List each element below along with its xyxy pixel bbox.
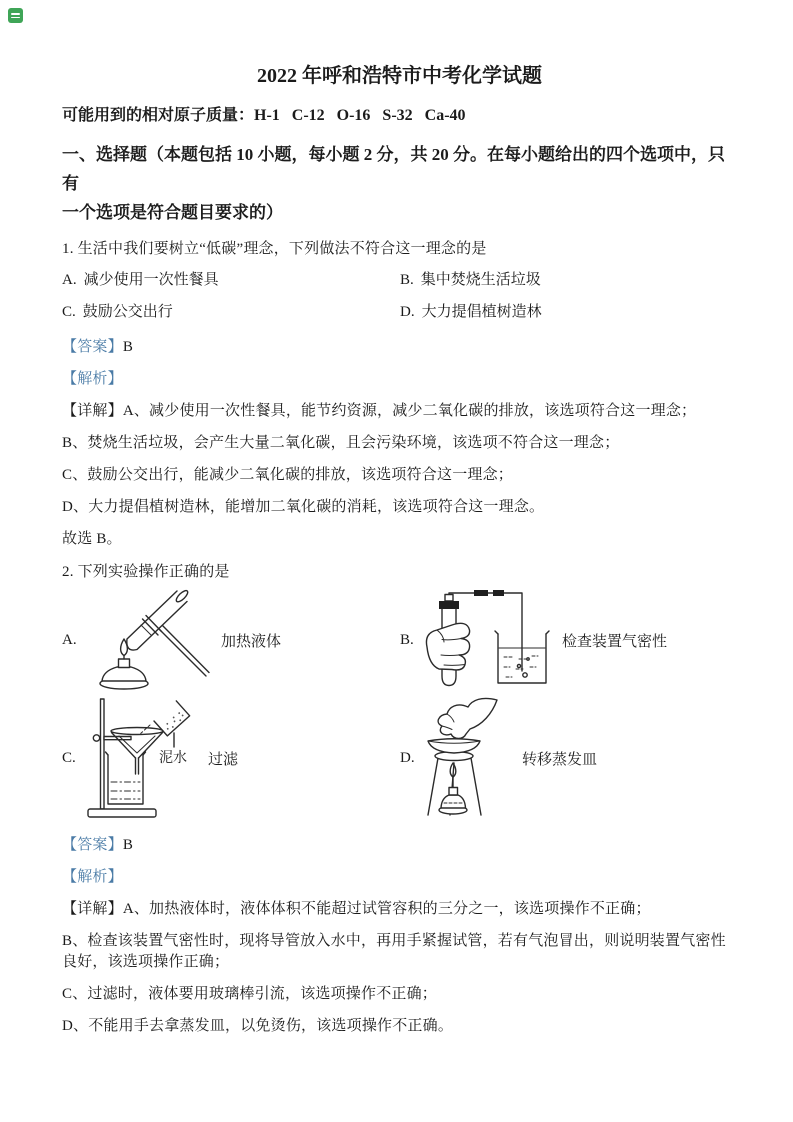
q2-answer-line	[62, 835, 737, 856]
q1-option-b	[400, 270, 737, 291]
q2-option-a-cell	[62, 588, 400, 692]
option-text: 集中焚烧生活垃圾	[420, 272, 541, 288]
q2-detail-line: D、不能用手去拿蒸发皿，以免烫伤，该选项操作不正确。	[62, 1018, 454, 1034]
q1-detail-line: D、大力提倡植树造林，能增加二氧化碳的消耗，该选项符合这一理念。	[62, 499, 545, 515]
green-doc-icon	[8, 8, 23, 23]
option-key: D.	[400, 304, 415, 320]
option-key: C.	[62, 304, 76, 320]
detail-text: A、加热液体时，液体体积不能超过试管容积的三分之一，该选项操作不正确；	[122, 901, 651, 917]
evaporating-dish-diagram	[424, 697, 512, 819]
answer-label: 【答案】	[62, 339, 123, 355]
diagram-caption-d: 转移蒸发皿	[522, 751, 598, 768]
diagram-letter-d: D.	[400, 749, 415, 766]
q1-option-c	[62, 302, 400, 323]
diagram-caption-a: 加热液体	[221, 633, 282, 650]
section-heading-line1: 一、选择题（本题包括 10 小题，每小题 2 分，共 20 分。在每小题给出的四个选项中，只有	[62, 145, 725, 193]
q2-answer-value: B	[122, 837, 134, 853]
option-text: 减少使用一次性餐具	[83, 272, 219, 288]
q2-detail-line: B、检查该装置气密性时，现将导管放入水中，再用手紧握试管，若有气泡冒出，则说明装置气密性良好，该选项操作正确；	[62, 933, 726, 970]
q1-option-d	[400, 302, 737, 323]
filtration-diagram	[86, 695, 198, 821]
answer-label: 【答案】	[62, 837, 123, 853]
q1-options	[62, 270, 737, 323]
diagram-caption-b: 检查装置气密性	[562, 633, 668, 650]
section-heading-line2: 一个选项是符合题目要求的）	[62, 203, 283, 222]
detail-text: A、减少使用一次性餐具，能节约资源，减少二氧化碳的排放，该选项符合这一理念；	[122, 403, 697, 419]
q2-detail-line: C、过滤时，液体要用玻璃棒引流，该选项操作不正确；	[62, 986, 438, 1002]
q1-answer-value: B	[122, 339, 134, 355]
option-text: 鼓励公交出行	[82, 304, 173, 320]
q2-option-d-cell	[400, 697, 597, 819]
q1-answer-line	[62, 337, 737, 358]
q1-detail-line: C、鼓励公交出行，能减少二氧化碳的排放，该选项符合这一理念；	[62, 467, 514, 483]
detail-label: 【详解】	[62, 901, 123, 917]
analysis-label: 【解析】	[62, 869, 123, 885]
option-text: 大力提倡植树造林	[421, 304, 542, 320]
q2-option-c-cell	[62, 695, 400, 821]
heating-liquid-diagram	[86, 588, 211, 692]
pour-beaker-label: 泥水	[159, 751, 187, 766]
q2-analysis-line	[62, 867, 737, 888]
q1-detail-line: B、焚烧生活垃圾，会产生大量二氧化碳，且会污染环境，该选项不符合这一理念；	[62, 435, 620, 451]
atomic-mass-line: 可能用到的相对原子质量：H-1 C-12 O-16 S-32 Ca-40	[62, 107, 466, 124]
q2-option-b-cell	[400, 589, 667, 691]
q2-diagram-row-2	[62, 695, 737, 821]
analysis-label: 【解析】	[62, 371, 123, 387]
q1-conclusion: 故选 B。	[62, 531, 122, 547]
page-title: 2022 年呼和浩特市中考化学试题	[257, 65, 542, 87]
q1-analysis-line	[62, 369, 737, 390]
q1-stem: 1. 生活中我们要树立“低碳”理念，下列做法不符合这一理念的是	[62, 241, 487, 257]
diagram-letter-c: C.	[62, 749, 76, 766]
detail-label: 【详解】	[62, 403, 123, 419]
option-key: B.	[400, 272, 414, 288]
q1-detail-line	[62, 401, 737, 422]
q2-detail-line	[62, 899, 737, 920]
q2-diagram-row-1	[62, 588, 737, 692]
diagram-letter-a: A.	[62, 631, 77, 648]
q2-stem: 2. 下列实验操作正确的是	[62, 564, 230, 580]
diagram-letter-b: B.	[400, 631, 414, 648]
diagram-caption-c: 过滤	[208, 751, 239, 768]
option-key: A.	[62, 272, 77, 288]
airtightness-check-diagram	[424, 589, 552, 691]
q1-option-a	[62, 270, 400, 291]
